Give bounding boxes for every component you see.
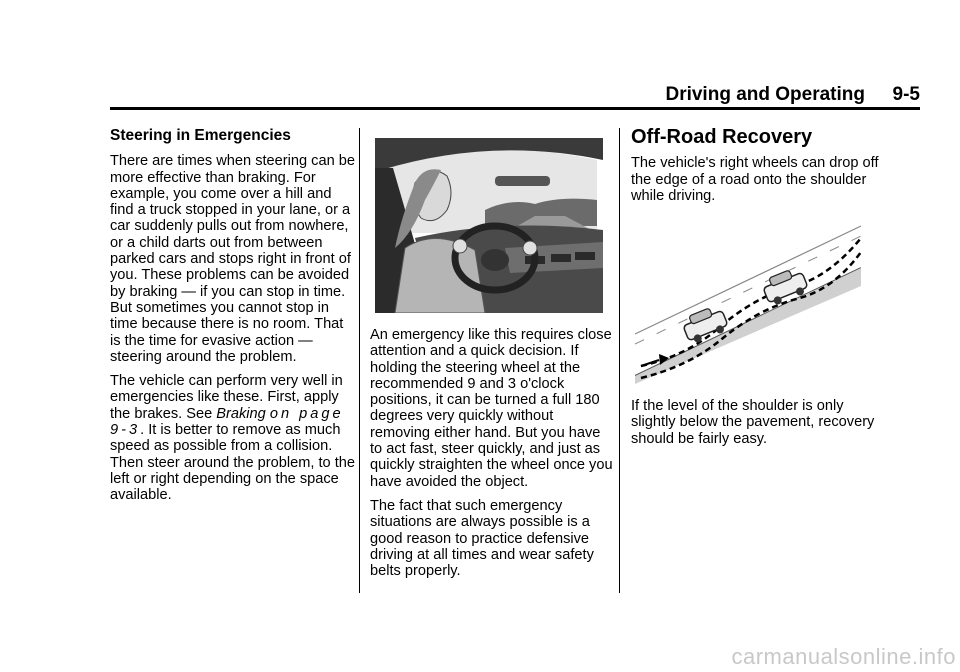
page-reference[interactable]: on page 9-3 (110, 405, 344, 439)
off-road-recovery-illustration (635, 216, 861, 384)
driver-emergency-illustration (375, 138, 603, 313)
header-rule (110, 107, 920, 110)
column-left (110, 128, 355, 512)
page-number: 9-5 (892, 84, 920, 105)
paragraph: An emergency like this requires close attention and a quick decision. If holding the steering wheel at the recommended 9 and 3 o'clock positions, it can be turned a full 180 degrees very quickly without removing either hand. But you have to act fast, steer quickly, and just as quickly straighten the wheel once you have avoided the object. (370, 327, 613, 490)
paragraph: The fact that such emergency situations are always possible is a good reason to practice defensive driving at all times and wear safety belts properly. (370, 497, 594, 580)
paragraph: The vehicle's right wheels can drop off the edge of a road onto the shoulder while driving. (631, 155, 879, 204)
braking-reference-link[interactable]: Braking (216, 405, 266, 422)
column-divider (359, 128, 360, 593)
section-heading-off-road: Off-Road Recovery (631, 126, 813, 148)
column-right (631, 128, 891, 455)
paragraph-text: . It is better to remove as much speed as possible from a collision. Then steer around the problem, to the left or right depending on the space available. (110, 422, 356, 504)
paragraph (110, 373, 355, 503)
section-heading-steering: Steering in Emergencies (110, 127, 291, 144)
paragraph: If the level of the shoulder is only slightly below the pavement, recovery should be fairly easy. (631, 398, 875, 447)
page-header-title: Driving and Operating (665, 84, 865, 105)
paragraph-text: The vehicle can perform very well in emergencies like these. First, apply the brakes. See (110, 373, 343, 422)
column-divider (619, 128, 620, 593)
column-middle (370, 128, 615, 587)
paragraph: There are times when steering can be more effective than braking. For example, you come over a hill and find a truck stopped in your lane, or a car suddenly pulls out from nowhere, or a child darts out from between parked cars and stops right in front of you. These problems can be avoided by braking — if you can stop in time. But sometimes you cannot stop in time because there is no room. That is the time for evasive action — steering around the problem. (110, 153, 355, 365)
watermark: carmanualsonline.info (731, 644, 956, 669)
